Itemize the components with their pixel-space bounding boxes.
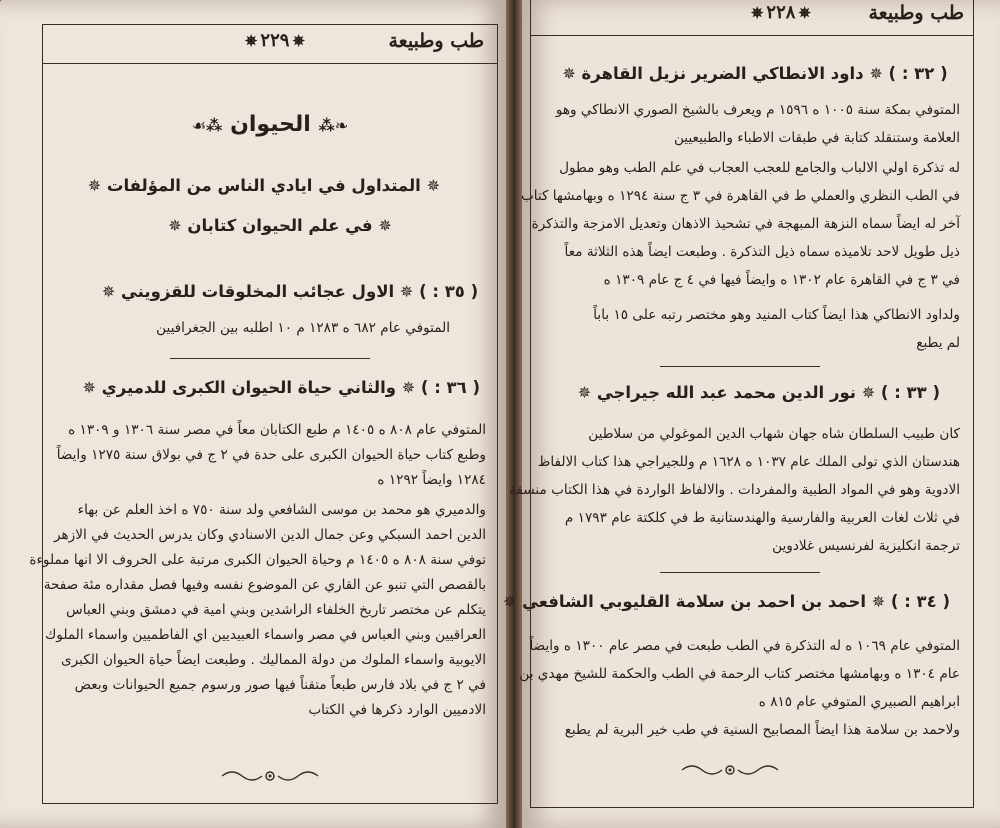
ornament-icon: ❧⁂	[318, 116, 349, 135]
subtitle-1-text: المتداول في ايادي الناس من المؤلفات	[106, 176, 421, 195]
entry-33-number: ( ٣٣ : )	[880, 383, 940, 402]
body-line: توفي سنة ٨٠٨ ه ١٤٠٥ م وحياة الحيوان الكبرى مرتبة على الحروف الا انها مملوءة	[29, 552, 486, 568]
right-page-frame	[509, 0, 974, 808]
entry-34-title: احمد بن احمد بن سلامة القليوبي الشافعي	[522, 592, 866, 611]
star-ornament-icon: ✵	[378, 216, 392, 235]
left-flourish-ornament-icon	[220, 768, 320, 784]
body-line: الادميين الوارد ذكرها في الكتاب	[308, 702, 486, 718]
star-ornament-icon: ✵	[244, 32, 258, 50]
body-line: ابراهيم الصبيري المتوفي عام ٨١٥ ه	[758, 694, 960, 710]
star-ornament-icon: ✵	[577, 383, 592, 402]
star-ornament-icon: ✵	[798, 4, 811, 22]
body-line: المتوفي عام ١٠٦٩ ه له التذكرة في الطب طبعت في مصر عام ١٣٠٠ ه وايضاً	[529, 638, 960, 654]
body-line: وطبع كتاب حياة الحيوان الكبرى على حدة في ٢ ج في بولاق سنة ١٢٧٥ وايضاً	[56, 447, 486, 463]
body-line: ولاحمد بن سلامة هذا ايضاً المصابيح السنية في طب خير البرية لم يطبع	[564, 722, 960, 738]
body-line: المتوفي عام ٨٠٨ ه ١٤٠٥ م طبع الكتابان معاً في مصر سنة ١٣٠٦ و ١٣٠٩ ه	[68, 422, 486, 438]
body-line: ولداود الانطاكي هذا ايضاً كتاب المنيد وهو مختصر رتبه على ١٥ باباً	[593, 307, 960, 323]
section-title	[160, 112, 380, 137]
body-line: الادوية وهو في المواد الطبية والمفردات . والالفاظ الواردة في هذا الكتاب منسقة	[509, 482, 960, 498]
body-line: كان طبيب السلطان شاه جهان شهاب الدين الموغولي من سلاطين	[588, 426, 960, 442]
entry-34-number: ( ٣٤ : )	[890, 592, 950, 611]
star-ornament-icon: ✵	[750, 4, 764, 22]
entry-36-heading	[82, 378, 480, 397]
star-ornament-icon: ✵	[871, 592, 886, 611]
entry-33-title: نور الدين محمد عبد الله جيراجي	[596, 383, 856, 402]
body-line: له تذكرة اولي الالباب والجامع للعجب العجاب في علم الطب وهو مطول	[559, 160, 960, 176]
right-header-title: طب وطبيعة	[868, 2, 964, 24]
entry-35-number: ( ٣٥ : )	[419, 282, 479, 301]
ornament-icon: ⁂☙	[191, 116, 223, 135]
entry-36-number: ( ٣٦ : )	[420, 378, 480, 397]
star-ornament-icon: ✵	[87, 176, 102, 195]
star-ornament-icon: ✵	[869, 64, 883, 83]
body-line: هندستان الذي تولى الملك عام ١٠٣٧ ه ١٦٢٨ م وللجيراجي هذا كتاب الالفاظ	[537, 454, 960, 470]
star-ornament-icon: ✵	[401, 378, 416, 397]
entry-33-heading	[577, 383, 940, 402]
body-line: يتكلم عن مختصر تاريخ الخلفاء الراشدين وبني امية في دمشق وبني العباس	[66, 602, 486, 618]
body-line: العلامة وستنقلد كتابة في طبقات الاطباء والطبيعيين	[673, 130, 960, 146]
body-line: ١٢٨٤ وايضاً ١٢٩٢ ه	[377, 472, 486, 488]
body-line: الدين احمد السبكي وعن جمال الدين الاسنادي وكان يدرس الحديث في الازهر	[53, 527, 486, 543]
divider-rule	[660, 366, 820, 367]
body-line: والدميري هو محمد بن موسى الشافعي ولد سنة ٧٥٠ ه اخذ العلم عن بهاء	[77, 502, 486, 518]
body-line: في ثلاث لغات العربية والفارسية والهندستانية ط في كلكتة عام ١٧٩٣ م	[564, 510, 960, 526]
star-ornament-icon: ✵	[861, 383, 876, 402]
section-title-text: الحيوان	[230, 112, 311, 137]
entry-32-number: ( ٣٢ : )	[888, 64, 948, 83]
right-page-header	[530, 0, 974, 36]
divider-rule	[170, 358, 370, 359]
right-header-page-number: ٢٢٨	[766, 2, 796, 23]
body-line: عام ١٣٠٤ ه وبهامشها مختصر كتاب الرحمة في الطب والحكمة للشيخ مهدي بن	[519, 666, 960, 682]
entry-35-heading	[100, 282, 480, 301]
entry-36-title: والثاني حياة الحيوان الكبرى للدميري	[101, 378, 396, 397]
star-ornament-icon: ✵	[502, 592, 517, 611]
body-line: في ٣ ج في القاهرة عام ١٣٠٢ ه وايضاً فيها في ٤ ج عام ١٣٠٩ ه	[603, 272, 960, 288]
book-gutter	[506, 0, 522, 828]
entry-35-text: المتوفي عام ٦٨٢ ه ١٢٨٣ م ١٠ اطلبه بين الجغرافيين	[156, 320, 450, 336]
subtitle-2-text: في علم الحيوان كتابان	[187, 216, 373, 235]
body-line: ذيل طويل لاحد تلاميذه سماه ذيل التذكرة . وطبعت ايضاً هذه الثلاثة معاً	[564, 244, 960, 260]
entry-34-heading	[502, 592, 950, 611]
left-header-page-number: ٢٢٩	[260, 30, 290, 51]
right-header-page-number-wrap	[748, 2, 814, 23]
subtitle-1	[87, 176, 440, 195]
subtitle-2	[160, 216, 400, 235]
divider-rule	[660, 572, 820, 573]
entry-32-title: داود الانطاكي الضرير نزيل القاهرة	[581, 64, 864, 83]
left-header-page-number-wrap	[242, 30, 308, 51]
body-line: الايوبية واسماء الملوك من دولة المماليك . وطبعت ايضاً حياة الحيوان الكبرى	[60, 652, 486, 668]
star-ornament-icon: ✵	[562, 64, 576, 83]
body-line: المتوفي بمكة سنة ١٠٠٥ ه ١٥٩٦ م ويعرف بالشيخ الصوري الانطاكي وهو	[555, 102, 960, 118]
body-line: العراقيين وبني العباس في مصر واسماء العبيديين اي الفاطميين واسماء الملوك	[45, 627, 486, 643]
body-line: في الطب النظري والعملي ط في القاهرة في ٣ ج سنة ١٢٩٤ ه وبهامشها كتاب	[520, 188, 960, 204]
star-ornament-icon: ✵	[168, 216, 182, 235]
star-ornament-icon: ✵	[426, 176, 440, 195]
body-line: آخر له ايضاً سماه النزهة المبهجة في تشحيذ الاذهان وتعديل الامزجة والتذكرة	[531, 216, 960, 232]
star-ornament-icon: ✵	[82, 378, 96, 397]
entry-35-title: الاول عجائب المخلوقات للقزويني	[120, 282, 395, 301]
left-page-header	[42, 24, 498, 64]
body-line: في ٢ ج في بلاد فارس طبعاً متقناً فيها صور ورسوم جميع الحيوانات وبعض	[74, 677, 486, 693]
right-flourish-ornament-icon	[680, 762, 780, 778]
body-line: ترجمة انكليزية لفرنسيس غلادوين	[772, 538, 960, 554]
body-line: لم يطبع	[916, 335, 960, 351]
star-ornament-icon: ✵	[101, 282, 116, 301]
left-header-title: طب وطبيعة	[388, 30, 484, 52]
star-ornament-icon: ✵	[399, 282, 414, 301]
star-ornament-icon: ✵	[292, 32, 305, 50]
body-line: بالقصص التي تنبو عن القاري عن الموضوع نفسه وفيها فصل مقداره مئة صفحة	[43, 577, 486, 593]
entry-32-heading	[560, 64, 950, 83]
